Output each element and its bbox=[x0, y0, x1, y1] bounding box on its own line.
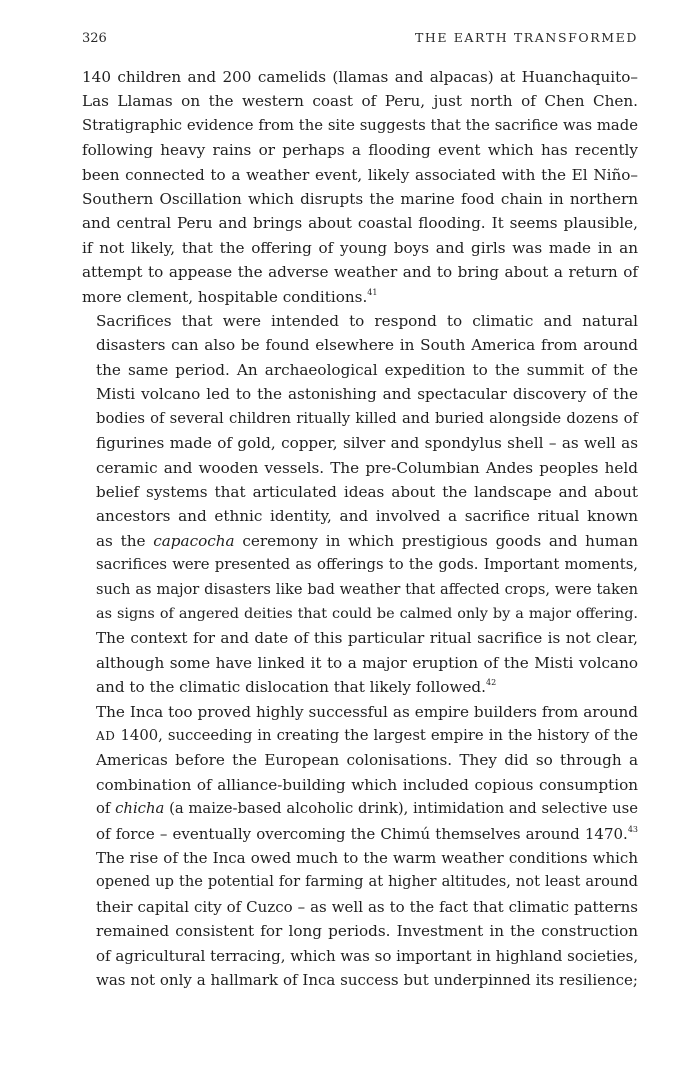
text-line: as the capacocha ceremony in which prestigious goods and human bbox=[96, 531, 638, 550]
text-line bbox=[82, 285, 638, 309]
running-head bbox=[82, 30, 638, 56]
text-line: ancestors and ethnic identity, and involved a sacrifice ritual known bbox=[96, 507, 638, 526]
book-page bbox=[82, 30, 638, 992]
text-line: Las Llamas on the western coast of Peru, just north of Chen Chen. bbox=[82, 92, 638, 111]
text-line: figurines made of gold, copper, silver and spondylus shell – as well as bbox=[96, 434, 638, 453]
text-line: was not only a hallmark of Inca success but underpinned its resilience; bbox=[96, 971, 638, 990]
page-number: 326 bbox=[82, 31, 107, 46]
text-line: and central Peru and brings about coastal flooding. It seems plausible, bbox=[82, 214, 638, 233]
text-line-content: more clement, hospitable conditions. bbox=[82, 287, 368, 306]
text-line: Americas before the European colonisations. They did so through a bbox=[96, 751, 638, 770]
text-line: The rise of the Inca owed much to the warm weather conditions which bbox=[96, 849, 638, 867]
text-line: their capital city of Cuzco – as well as to the fact that climatic patterns bbox=[96, 897, 638, 916]
text-line: Stratigraphic evidence from the site suggests that the sacrifice was made bbox=[82, 116, 638, 134]
era-abbrev: AD bbox=[96, 728, 116, 743]
paragraph bbox=[82, 309, 638, 700]
text-line: combination of alliance-building which included copious consumption bbox=[96, 775, 638, 794]
text-line: as signs of angered deities that could be calmed only by a major offering. bbox=[96, 605, 638, 622]
text-line: sacrifices were presented as offerings to the gods. Important moments, bbox=[96, 556, 638, 574]
text-line: opened up the potential for farming at higher altitudes, not least around bbox=[96, 873, 638, 891]
text-line bbox=[82, 675, 638, 699]
text-line: such as major disasters like bad weather that affected crops, were taken bbox=[96, 580, 638, 598]
text-line: Sacrifices that were intended to respond to climatic and natural bbox=[96, 312, 638, 331]
text-line: disasters can also be found elsewhere in South America from around bbox=[96, 336, 638, 355]
text-line-content: of force – eventually overcoming the Chimú themselves around 1470. bbox=[96, 824, 628, 843]
body-text bbox=[82, 65, 638, 992]
text-line: of agricultural terracing, which was so important in highland societies, bbox=[96, 946, 639, 965]
text-line: bodies of several children ritually killed and buried alongside dozens of bbox=[96, 409, 638, 427]
footnote-ref: 41 bbox=[367, 287, 378, 297]
text-line: ceramic and wooden vessels. The pre-Columbian Andes peoples held bbox=[96, 458, 638, 477]
text-line: although some have linked it to a major eruption of the Misti volcano bbox=[96, 653, 638, 672]
italic-term: capacocha bbox=[153, 531, 235, 550]
text-line: attempt to appease the adverse weather and to bring about a return of bbox=[82, 263, 638, 282]
text-line: Misti volcano led to the astonishing and spectacular discovery of the bbox=[96, 385, 638, 404]
text-line: Southern Oscillation which disrupts the marine food chain in northern bbox=[82, 190, 638, 209]
text-line: remained consistent for long periods. Investment in the construction bbox=[96, 922, 638, 941]
running-title: THE EARTH TRANSFORMED bbox=[414, 30, 638, 45]
paragraph bbox=[82, 65, 638, 309]
text-line: been connected to a weather event, likely associated with the El Niño– bbox=[82, 165, 638, 184]
text-line bbox=[82, 822, 638, 846]
text-line-content: and to the climatic dislocation that likely followed. bbox=[96, 678, 486, 697]
footnote-ref: 42 bbox=[485, 678, 497, 688]
text-line: if not likely, that the offering of young boys and girls was made in an bbox=[82, 238, 638, 257]
text-line: 140 children and 200 camelids (llamas and alpacas) at Huanchaquito– bbox=[82, 68, 638, 86]
text-line: of chicha (a maize-based alcoholic drink), intimidation and selective use bbox=[96, 800, 638, 818]
text-line: belief systems that articulated ideas about the landscape and about bbox=[96, 482, 638, 501]
text-line: The context for and date of this particular ritual sacrifice is not clear, bbox=[96, 629, 638, 648]
footnote-ref: 43 bbox=[627, 824, 638, 834]
text-line: AD 1400, succeeding in creating the largest empire in the history of the bbox=[96, 726, 638, 744]
text-line: The Inca too proved highly successful as empire builders from around bbox=[96, 702, 638, 721]
text-line: following heavy rains or perhaps a flooding event which has recently bbox=[82, 141, 638, 160]
paragraph bbox=[82, 700, 638, 993]
text-line: the same period. An archaeological expedition to the summit of the bbox=[96, 360, 638, 379]
italic-term: chicha bbox=[115, 800, 165, 818]
